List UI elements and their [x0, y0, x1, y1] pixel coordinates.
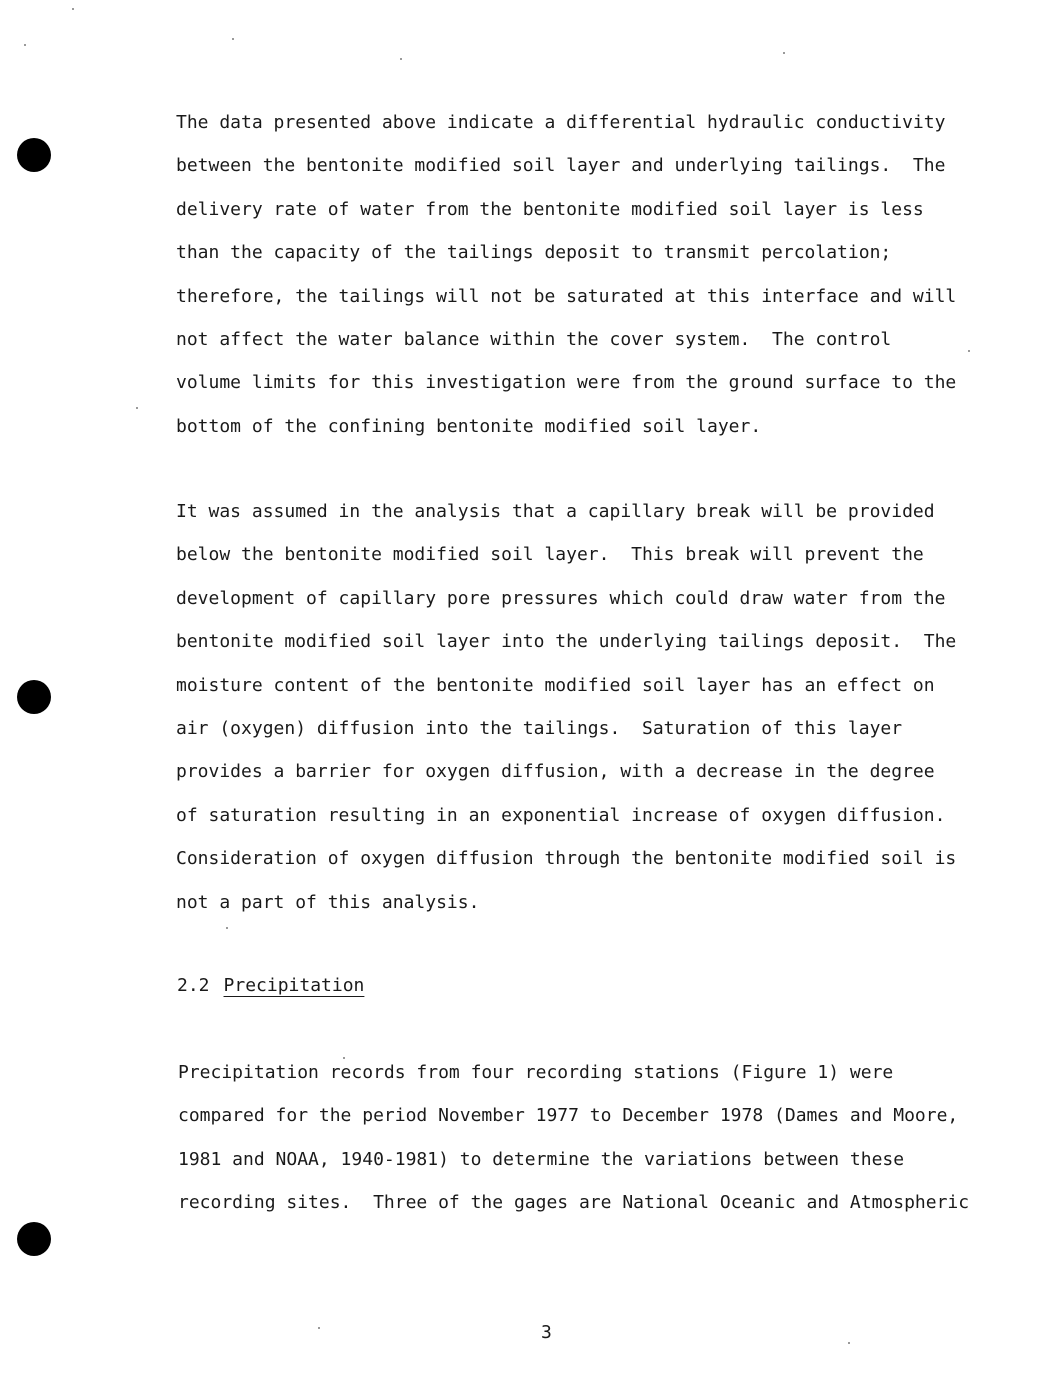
text-line: Consideration of oxygen diffusion through the bentonite modified soil is	[176, 848, 957, 870]
text-line: It was assumed in the analysis that a capillary break will be provided	[176, 501, 935, 522]
text-line: recording sites. Three of the gages are National Oceanic and Atmospheric	[178, 1192, 970, 1214]
scan-speck	[400, 58, 402, 60]
paragraph-precipitation	[178, 1051, 978, 1225]
section-number: 2.2	[177, 975, 210, 996]
paragraph-capillary-break	[176, 490, 976, 924]
text-line: compared for the period November 1977 to December 1978 (Dames and Moore,	[178, 1105, 959, 1127]
scan-speck	[848, 1342, 850, 1344]
text-line: bentonite modified soil layer into the underlying tailings deposit. The	[176, 631, 957, 653]
text-line: delivery rate of water from the bentonite modified soil layer is less	[176, 198, 924, 220]
paragraph-hydraulic-conductivity	[176, 101, 976, 448]
text-line: volume limits for this investigation were from the ground surface to the	[176, 372, 957, 394]
scan-speck	[24, 44, 26, 46]
text-line: moisture content of the bentonite modified soil layer has an effect on	[176, 674, 935, 696]
scan-speck	[232, 38, 234, 40]
text-line: development of capillary pore pressures which could draw water from the	[176, 587, 946, 609]
punch-hole-bottom	[17, 1222, 51, 1256]
scan-speck	[318, 1327, 320, 1329]
punch-hole-top	[17, 138, 51, 172]
text-line: The data presented above indicate a differential hydraulic conductivity	[176, 112, 946, 133]
scan-speck	[226, 927, 228, 929]
section-heading	[177, 975, 364, 996]
text-line: air (oxygen) diffusion into the tailings. Saturation of this layer	[176, 717, 903, 739]
section-title: Precipitation	[223, 975, 365, 996]
punch-hole-middle	[17, 680, 51, 714]
text-line: not affect the water balance within the cover system. The control	[176, 328, 892, 350]
text-line: bottom of the confining bentonite modified soil layer.	[176, 415, 762, 437]
text-line: 1981 and NOAA, 1940-1981) to determine the variations between these	[178, 1148, 905, 1170]
text-line: of saturation resulting in an exponential increase of oxygen diffusion.	[176, 804, 946, 826]
text-line: Precipitation records from four recording stations (Figure 1) were	[178, 1062, 894, 1083]
text-line: therefore, the tailings will not be saturated at this interface and will	[176, 285, 957, 307]
text-line: not a part of this analysis.	[176, 891, 480, 913]
scan-speck	[783, 52, 785, 54]
scan-speck	[136, 407, 138, 409]
page-number: 3	[541, 1322, 552, 1343]
text-line: than the capacity of the tailings deposit to transmit percolation;	[176, 242, 892, 264]
text-line: between the bentonite modified soil layer and underlying tailings. The	[176, 155, 946, 177]
text-line: provides a barrier for oxygen diffusion, with a decrease in the degree	[176, 761, 935, 783]
scan-speck	[72, 8, 74, 10]
text-line: below the bentonite modified soil layer. This break will prevent the	[176, 544, 924, 566]
